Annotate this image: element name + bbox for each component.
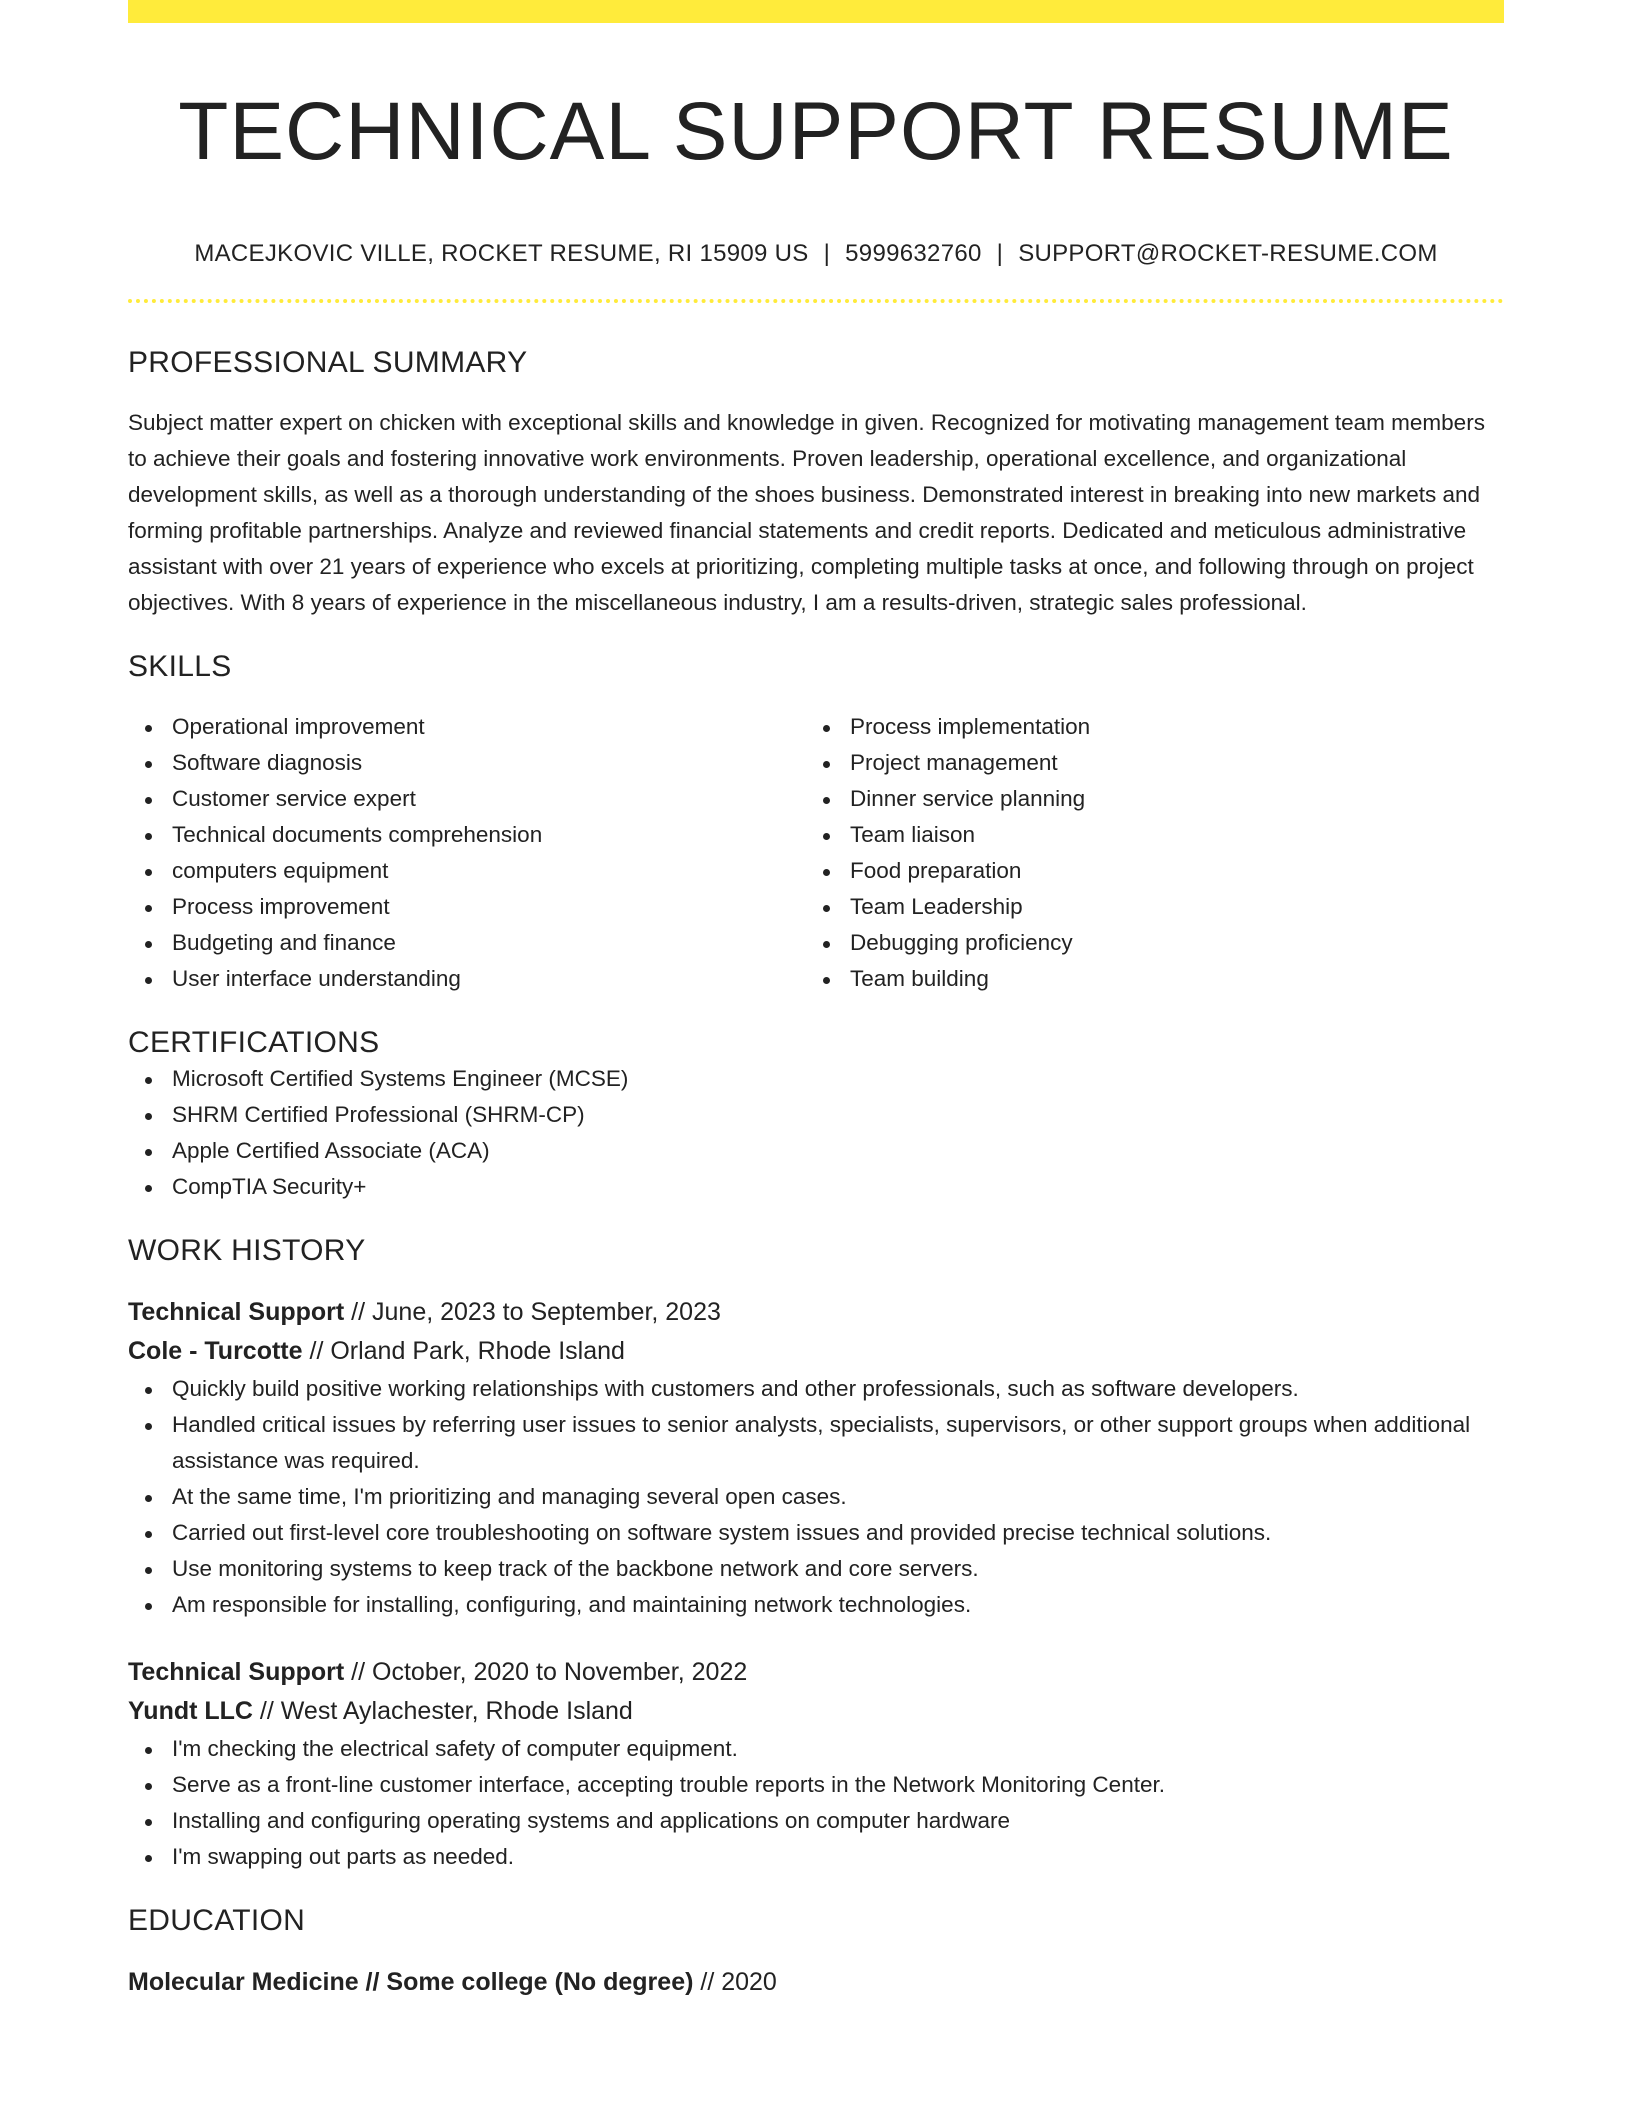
job-duty: Quickly build positive working relationships with customers and other professionals, such as software developers. [172, 1371, 1504, 1407]
skill-item: Customer service expert [172, 781, 806, 817]
job-company: Cole - Turcotte [128, 1337, 303, 1365]
contact-separator: | [996, 240, 1004, 267]
summary-heading: PROFESSIONAL SUMMARY [128, 346, 528, 379]
skill-item: Food preparation [850, 853, 1484, 889]
job-dates: // June, 2023 to September, 2023 [344, 1298, 721, 1326]
education-heading: EDUCATION [128, 1904, 306, 1937]
job-duty: I'm swapping out parts as needed. [172, 1839, 1504, 1875]
skills-column-left [128, 709, 806, 997]
skill-item: Team Leadership [850, 889, 1484, 925]
job-company: Yundt LLC [128, 1697, 253, 1725]
skill-item: Technical documents comprehension [172, 817, 806, 853]
job-entry [128, 1293, 1504, 1623]
contact-email: SUPPORT@ROCKET-RESUME.COM [1018, 240, 1438, 267]
skill-item: User interface understanding [172, 961, 806, 997]
summary-text: Subject matter expert on chicken with exceptional skills and knowledge in given. Recognized for motivating management team members to achieve their goals and fostering innovative work environments. Proven leadership, operational excellence, and organizational development skills, as well as a thorough understanding of the shoes business. Demonstrated interest in breaking into new markets and forming profitable partnerships. Analyze and reviewed financial statements and credit reports. Dedicated and meticulous administrative assistant with over 21 years of experience who excels at prioritizing, completing multiple tasks at once, and following through on project objectives. With 8 years of experience in the miscellaneous industry, I am a results-driven, strategic sales professional. [128, 410, 1485, 615]
certification-item: CompTIA Security+ [172, 1169, 1504, 1205]
skills-grid [128, 709, 1504, 997]
contact-separator: | [823, 240, 831, 267]
certifications-section [128, 1025, 1504, 1205]
job-duties-list [128, 1731, 1504, 1875]
certification-item: Apple Certified Associate (ACA) [172, 1133, 1504, 1169]
summary-section [128, 345, 1504, 621]
skills-section [128, 649, 1504, 997]
certifications-list [128, 1061, 1504, 1205]
skill-item: computers equipment [172, 853, 806, 889]
skills-list-right [806, 709, 1484, 997]
skill-item: Software diagnosis [172, 745, 806, 781]
certifications-heading: CERTIFICATIONS [128, 1026, 380, 1059]
education-year: // 2020 [693, 1968, 777, 1996]
job-duty: I'm checking the electrical safety of computer equipment. [172, 1731, 1504, 1767]
certification-item: SHRM Certified Professional (SHRM-CP) [172, 1097, 1504, 1133]
skills-column-right [806, 709, 1484, 997]
education-degree: Molecular Medicine // Some college (No degree) [128, 1968, 694, 1996]
job-location: // West Aylachester, Rhode Island [252, 1697, 633, 1725]
certification-item: Microsoft Certified Systems Engineer (MCSE) [172, 1061, 1504, 1097]
job-duty: At the same time, I'm prioritizing and managing several open cases. [172, 1479, 1504, 1515]
contact-line [128, 239, 1504, 269]
job-duty: Installing and configuring operating systems and applications on computer hardware [172, 1803, 1504, 1839]
work-history-heading: WORK HISTORY [128, 1234, 366, 1267]
dotted-divider [128, 299, 1504, 303]
resume-title: TECHNICAL SUPPORT RESUME [178, 86, 1454, 177]
job-location: // Orland Park, Rhode Island [302, 1337, 625, 1365]
skill-item: Dinner service planning [850, 781, 1484, 817]
job-title-line [128, 1293, 1504, 1332]
resume-page [128, 0, 1504, 2002]
job-title: Technical Support [128, 1658, 345, 1686]
job-dates: // October, 2020 to November, 2022 [344, 1658, 748, 1686]
skill-item: Process improvement [172, 889, 806, 925]
skill-item: Budgeting and finance [172, 925, 806, 961]
job-entry [128, 1653, 1504, 1875]
job-duty: Handled critical issues by referring user issues to senior analysts, specialists, supervisors, or other support groups when additional assistance was required. [172, 1407, 1504, 1479]
job-title-line [128, 1653, 1504, 1692]
work-history-section [128, 1233, 1504, 1875]
contact-phone: 5999632760 [845, 240, 982, 267]
skills-heading: SKILLS [128, 650, 232, 683]
job-duties-list [128, 1371, 1504, 1623]
skill-item: Operational improvement [172, 709, 806, 745]
skill-item: Debugging proficiency [850, 925, 1484, 961]
skill-item: Project management [850, 745, 1484, 781]
job-duty: Carried out first-level core troubleshooting on software system issues and provided precise technical solutions. [172, 1515, 1504, 1551]
skills-list-left [128, 709, 806, 997]
education-section [128, 1903, 1504, 2002]
job-title: Technical Support [128, 1298, 345, 1326]
skill-item: Team building [850, 961, 1484, 997]
job-duty: Use monitoring systems to keep track of the backbone network and core servers. [172, 1551, 1504, 1587]
job-duty: Am responsible for installing, configuring, and maintaining network technologies. [172, 1587, 1504, 1623]
job-company-line [128, 1332, 1504, 1371]
skill-item: Process implementation [850, 709, 1484, 745]
job-company-line [128, 1692, 1504, 1731]
job-duty: Serve as a front-line customer interface, accepting trouble reports in the Network Monitoring Center. [172, 1767, 1504, 1803]
skill-item: Team liaison [850, 817, 1484, 853]
education-entry [128, 1963, 1504, 2002]
contact-address: MACEJKOVIC VILLE, ROCKET RESUME, RI 15909 US [194, 240, 809, 267]
accent-top-bar [128, 0, 1504, 23]
